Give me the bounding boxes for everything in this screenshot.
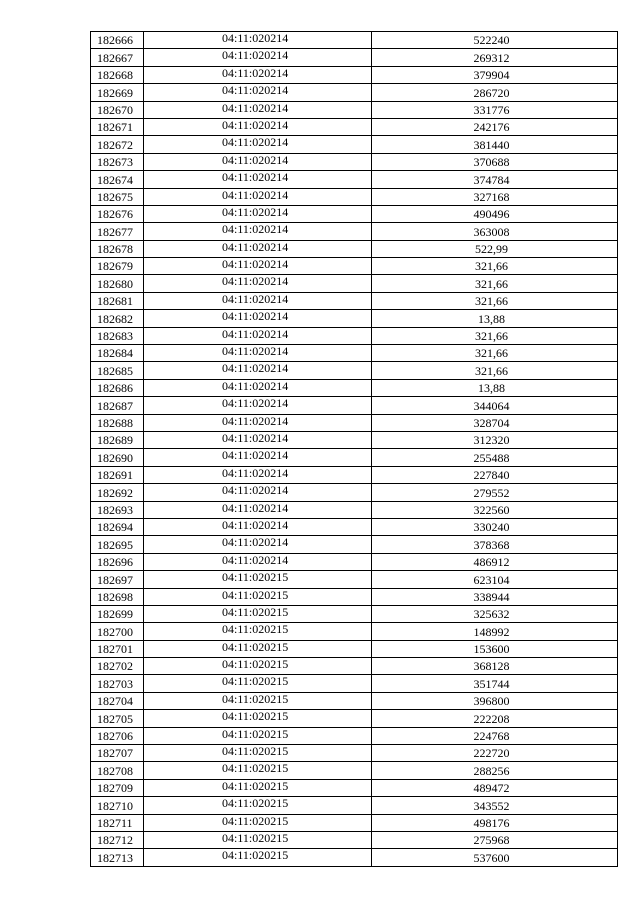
timestamp-cell: 04:11:020214: [144, 240, 372, 257]
timestamp-cell: 04:11:020215: [144, 605, 372, 622]
table-row: [91, 223, 618, 240]
value-cell: 378368: [372, 536, 618, 553]
timestamp-cell: 04:11:020214: [144, 484, 372, 501]
value-cell: 321,66: [372, 292, 618, 309]
row-id-cell: 182689: [91, 431, 144, 448]
table-row: [91, 605, 618, 622]
row-id-cell: 182708: [91, 762, 144, 779]
timestamp-cell: 04:11:020215: [144, 727, 372, 744]
timestamp-cell: 04:11:020214: [144, 327, 372, 344]
table-row: [91, 745, 618, 762]
value-cell: 286720: [372, 84, 618, 101]
row-id-cell: 182678: [91, 240, 144, 257]
table-row: [91, 136, 618, 153]
table-row: [91, 814, 618, 831]
row-id-cell: 182694: [91, 518, 144, 535]
timestamp-cell: 04:11:020214: [144, 431, 372, 448]
timestamp-cell: 04:11:020215: [144, 710, 372, 727]
table-row: [91, 849, 618, 866]
table-row: [91, 536, 618, 553]
table-row: [91, 66, 618, 83]
row-id-cell: 182687: [91, 397, 144, 414]
value-cell: 370688: [372, 153, 618, 170]
table-row: [91, 466, 618, 483]
timestamp-cell: 04:11:020215: [144, 675, 372, 692]
value-cell: 322560: [372, 501, 618, 518]
row-id-cell: 182700: [91, 623, 144, 640]
timestamp-cell: 04:11:020214: [144, 397, 372, 414]
row-id-cell: 182666: [91, 32, 144, 49]
table-row: [91, 484, 618, 501]
value-cell: 331776: [372, 101, 618, 118]
row-id-cell: 182669: [91, 84, 144, 101]
value-cell: 321,66: [372, 362, 618, 379]
table-row: [91, 49, 618, 66]
timestamp-cell: 04:11:020214: [144, 118, 372, 135]
timestamp-cell: 04:11:020214: [144, 136, 372, 153]
table-row: [91, 571, 618, 588]
table-row: [91, 710, 618, 727]
table-row: [91, 727, 618, 744]
row-id-cell: 182684: [91, 345, 144, 362]
row-id-cell: 182686: [91, 379, 144, 396]
timestamp-cell: 04:11:020214: [144, 345, 372, 362]
value-cell: 321,66: [372, 275, 618, 292]
row-id-cell: 182702: [91, 658, 144, 675]
value-cell: 255488: [372, 449, 618, 466]
value-cell: 153600: [372, 640, 618, 657]
row-id-cell: 182703: [91, 675, 144, 692]
value-cell: 381440: [372, 136, 618, 153]
timestamp-cell: 04:11:020214: [144, 66, 372, 83]
timestamp-cell: 04:11:020214: [144, 449, 372, 466]
table-row: [91, 310, 618, 327]
table-row: [91, 797, 618, 814]
value-cell: 623104: [372, 571, 618, 588]
timestamp-cell: 04:11:020214: [144, 49, 372, 66]
table-row: [91, 171, 618, 188]
row-id-cell: 182710: [91, 797, 144, 814]
timestamp-cell: 04:11:020214: [144, 362, 372, 379]
row-id-cell: 182679: [91, 258, 144, 275]
timestamp-cell: 04:11:020214: [144, 258, 372, 275]
value-cell: 363008: [372, 223, 618, 240]
value-cell: 343552: [372, 797, 618, 814]
timestamp-cell: 04:11:020214: [144, 518, 372, 535]
timestamp-cell: 04:11:020214: [144, 275, 372, 292]
table-row: [91, 762, 618, 779]
row-id-cell: 182676: [91, 205, 144, 222]
table-row: [91, 449, 618, 466]
value-cell: 522,99: [372, 240, 618, 257]
timestamp-cell: 04:11:020214: [144, 153, 372, 170]
row-id-cell: 182695: [91, 536, 144, 553]
value-cell: 325632: [372, 605, 618, 622]
table-row: [91, 345, 618, 362]
timestamp-cell: 04:11:020215: [144, 692, 372, 709]
value-cell: 344064: [372, 397, 618, 414]
value-cell: 242176: [372, 118, 618, 135]
timestamp-cell: 04:11:020214: [144, 101, 372, 118]
table-row: [91, 153, 618, 170]
table-row: [91, 397, 618, 414]
table-row: [91, 379, 618, 396]
row-id-cell: 182688: [91, 414, 144, 431]
value-cell: 498176: [372, 814, 618, 831]
value-cell: 288256: [372, 762, 618, 779]
value-cell: 351744: [372, 675, 618, 692]
value-cell: 13,88: [372, 310, 618, 327]
value-cell: 269312: [372, 49, 618, 66]
table-body: [91, 32, 618, 867]
timestamp-cell: 04:11:020215: [144, 623, 372, 640]
value-cell: 328704: [372, 414, 618, 431]
table-row: [91, 692, 618, 709]
value-cell: 489472: [372, 779, 618, 796]
timestamp-cell: 04:11:020214: [144, 84, 372, 101]
value-cell: 312320: [372, 431, 618, 448]
value-cell: 338944: [372, 588, 618, 605]
row-id-cell: 182677: [91, 223, 144, 240]
timestamp-cell: 04:11:020215: [144, 571, 372, 588]
row-id-cell: 182699: [91, 605, 144, 622]
table-row: [91, 675, 618, 692]
row-id-cell: 182698: [91, 588, 144, 605]
timestamp-cell: 04:11:020215: [144, 814, 372, 831]
row-id-cell: 182680: [91, 275, 144, 292]
table-row: [91, 362, 618, 379]
timestamp-cell: 04:11:020214: [144, 466, 372, 483]
timestamp-cell: 04:11:020214: [144, 205, 372, 222]
row-id-cell: 182696: [91, 553, 144, 570]
table-row: [91, 327, 618, 344]
table-row: [91, 553, 618, 570]
value-cell: 374784: [372, 171, 618, 188]
value-cell: 148992: [372, 623, 618, 640]
row-id-cell: 182712: [91, 831, 144, 848]
row-id-cell: 182685: [91, 362, 144, 379]
row-id-cell: 182691: [91, 466, 144, 483]
value-cell: 522240: [372, 32, 618, 49]
timestamp-cell: 04:11:020215: [144, 658, 372, 675]
table-row: [91, 32, 618, 49]
row-id-cell: 182705: [91, 710, 144, 727]
value-cell: 327168: [372, 188, 618, 205]
table-row: [91, 658, 618, 675]
timestamp-cell: 04:11:020214: [144, 171, 372, 188]
table-row: [91, 414, 618, 431]
table-row: [91, 188, 618, 205]
row-id-cell: 182707: [91, 745, 144, 762]
value-cell: 379904: [372, 66, 618, 83]
timestamp-cell: 04:11:020215: [144, 640, 372, 657]
row-id-cell: 182675: [91, 188, 144, 205]
value-cell: 279552: [372, 484, 618, 501]
row-id-cell: 182681: [91, 292, 144, 309]
value-cell: 330240: [372, 518, 618, 535]
timestamp-cell: 04:11:020215: [144, 779, 372, 796]
timestamp-cell: 04:11:020215: [144, 762, 372, 779]
table-row: [91, 779, 618, 796]
row-id-cell: 182709: [91, 779, 144, 796]
timestamp-cell: 04:11:020215: [144, 849, 372, 866]
value-cell: 224768: [372, 727, 618, 744]
timestamp-cell: 04:11:020214: [144, 223, 372, 240]
row-id-cell: 182701: [91, 640, 144, 657]
row-id-cell: 182706: [91, 727, 144, 744]
value-cell: 222720: [372, 745, 618, 762]
row-id-cell: 182704: [91, 692, 144, 709]
table-row: [91, 501, 618, 518]
table-row: [91, 101, 618, 118]
timestamp-cell: 04:11:020215: [144, 745, 372, 762]
table-row: [91, 831, 618, 848]
timestamp-cell: 04:11:020214: [144, 32, 372, 49]
row-id-cell: 182671: [91, 118, 144, 135]
row-id-cell: 182672: [91, 136, 144, 153]
row-id-cell: 182668: [91, 66, 144, 83]
timestamp-cell: 04:11:020214: [144, 536, 372, 553]
table-row: [91, 431, 618, 448]
row-id-cell: 182713: [91, 849, 144, 866]
value-cell: 222208: [372, 710, 618, 727]
row-id-cell: 182673: [91, 153, 144, 170]
timestamp-cell: 04:11:020215: [144, 588, 372, 605]
row-id-cell: 182693: [91, 501, 144, 518]
row-id-cell: 182690: [91, 449, 144, 466]
timestamp-cell: 04:11:020214: [144, 414, 372, 431]
table-row: [91, 84, 618, 101]
table-row: [91, 623, 618, 640]
timestamp-cell: 04:11:020214: [144, 310, 372, 327]
table-row: [91, 205, 618, 222]
table-row: [91, 292, 618, 309]
table-row: [91, 258, 618, 275]
timestamp-cell: 04:11:020214: [144, 292, 372, 309]
value-cell: 537600: [372, 849, 618, 866]
row-id-cell: 182682: [91, 310, 144, 327]
row-id-cell: 182670: [91, 101, 144, 118]
value-cell: 490496: [372, 205, 618, 222]
timestamp-cell: 04:11:020215: [144, 797, 372, 814]
row-id-cell: 182711: [91, 814, 144, 831]
value-cell: 321,66: [372, 327, 618, 344]
value-cell: 275968: [372, 831, 618, 848]
timestamp-cell: 04:11:020214: [144, 553, 372, 570]
value-cell: 227840: [372, 466, 618, 483]
timestamp-cell: 04:11:020214: [144, 188, 372, 205]
value-cell: 13,88: [372, 379, 618, 396]
timestamp-cell: 04:11:020214: [144, 501, 372, 518]
row-id-cell: 182667: [91, 49, 144, 66]
table-row: [91, 640, 618, 657]
row-id-cell: 182692: [91, 484, 144, 501]
value-cell: 396800: [372, 692, 618, 709]
table-row: [91, 118, 618, 135]
value-cell: 486912: [372, 553, 618, 570]
table-row: [91, 588, 618, 605]
table-row: [91, 518, 618, 535]
timestamp-cell: 04:11:020215: [144, 831, 372, 848]
value-cell: 321,66: [372, 345, 618, 362]
value-cell: 321,66: [372, 258, 618, 275]
row-id-cell: 182674: [91, 171, 144, 188]
data-table: [90, 31, 618, 867]
table-row: [91, 275, 618, 292]
row-id-cell: 182683: [91, 327, 144, 344]
timestamp-cell: 04:11:020214: [144, 379, 372, 396]
row-id-cell: 182697: [91, 571, 144, 588]
table-row: [91, 240, 618, 257]
value-cell: 368128: [372, 658, 618, 675]
